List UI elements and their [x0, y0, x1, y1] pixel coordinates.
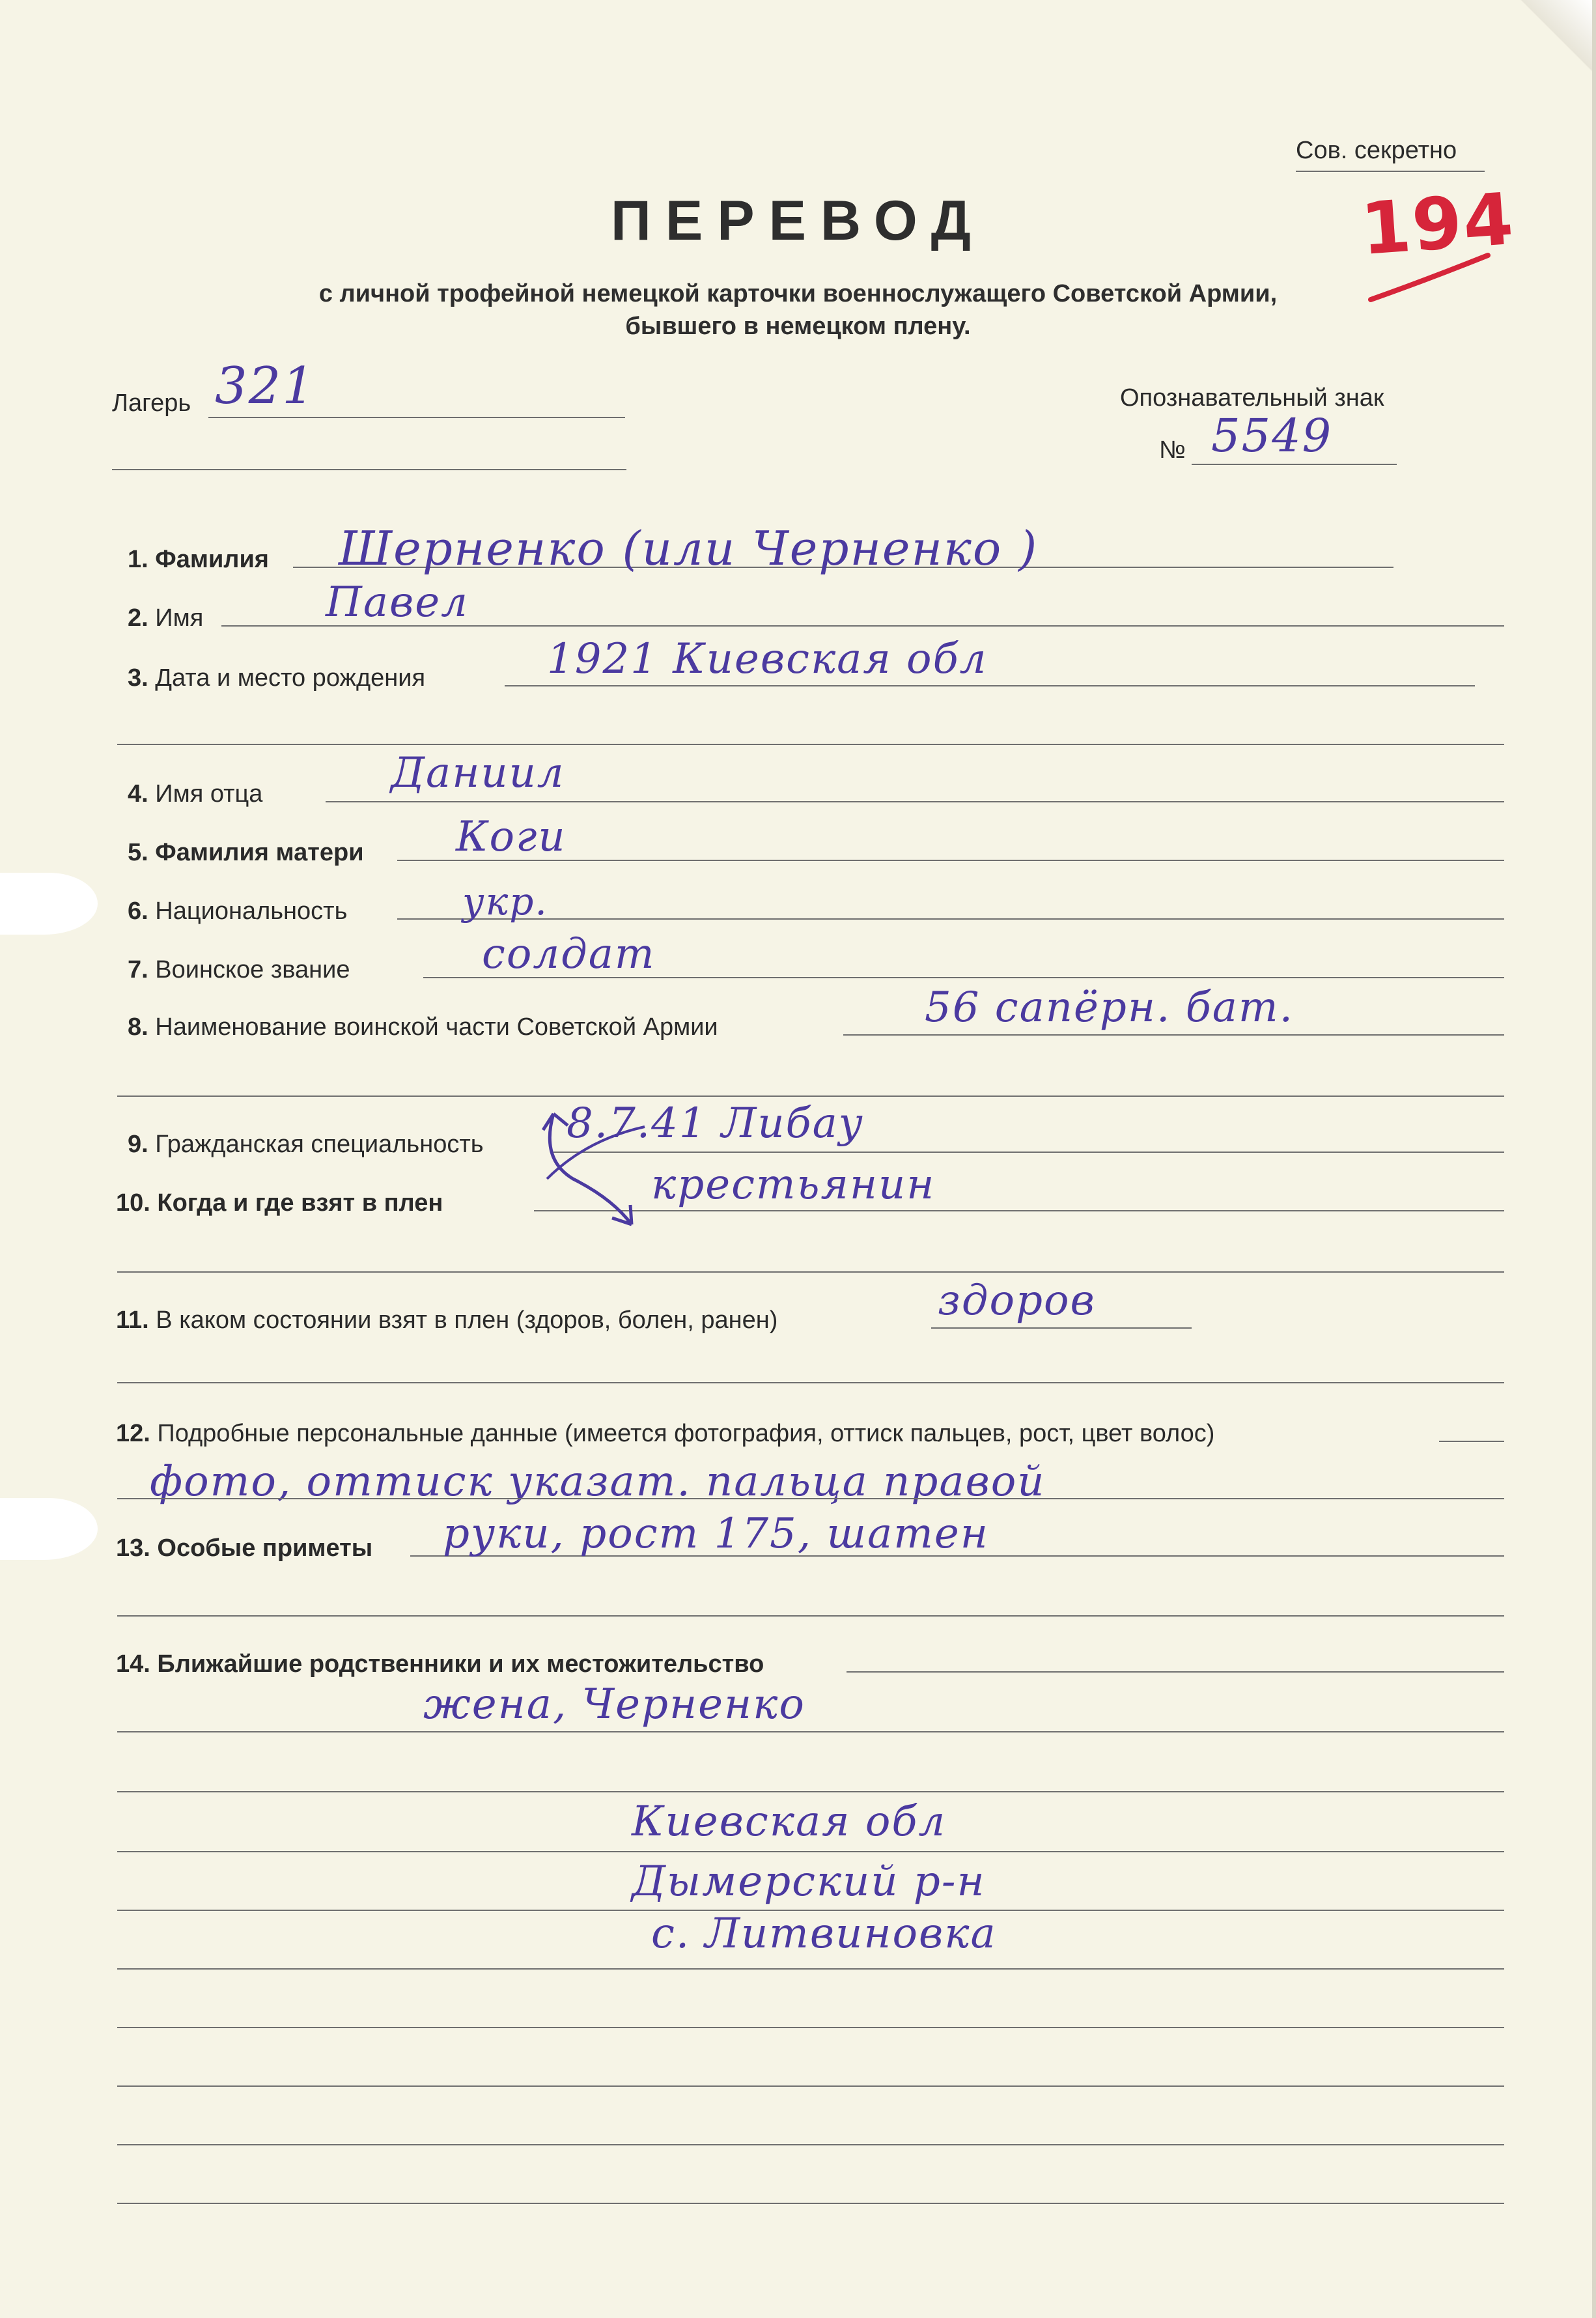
field-7-label: Воинское звание: [155, 956, 350, 983]
field-14-label: Ближайшие родственники и их местожительство: [157, 1650, 764, 1678]
field-2-label: Имя: [155, 604, 204, 632]
punch-tear-lower: [0, 1498, 98, 1560]
classification-stamp: Сов. секретно: [1296, 137, 1457, 164]
relatives-line-7: [117, 2085, 1504, 2087]
camp-label: Лагерь: [112, 389, 191, 417]
field-12-num: 12.: [116, 1420, 150, 1447]
field-12-line: [1439, 1441, 1504, 1442]
field-11-value: здоров: [938, 1277, 1096, 1325]
field-2-value: Павел: [326, 578, 469, 627]
field-3-value: 1921 Киевская обл: [547, 635, 988, 683]
relatives-line-5: [117, 1968, 1504, 1970]
field-2-num: 2.: [128, 604, 148, 632]
subtitle-line-1: с личной трофейной немецкой карточки военнослужащего Советской Армии,: [318, 280, 1278, 307]
relatives-line-1: [117, 1731, 1504, 1732]
field-8-line: [843, 1034, 1504, 1036]
field-7-value: солдат: [482, 930, 656, 978]
field-6-line: [397, 918, 1504, 920]
field-6-num: 6.: [128, 898, 148, 925]
field-1-num: 1.: [128, 546, 148, 573]
camp-line: [208, 417, 625, 418]
field-6-value: укр.: [462, 879, 548, 924]
sheet-number: 194: [1358, 177, 1517, 272]
field-1-label: Фамилия: [155, 546, 269, 573]
field-13-value: руки, рост 175, шатен: [443, 1510, 989, 1558]
relatives-line-6: [117, 2027, 1504, 2028]
id-line: [1192, 464, 1397, 465]
address-line-2: Дымерский р-н: [632, 1858, 986, 1906]
camp-line-2: [112, 469, 626, 470]
field-4-num: 4.: [128, 780, 148, 808]
field-5-value: Коги: [456, 813, 567, 861]
folded-corner: [1507, 0, 1592, 72]
field-4-label: Имя отца: [155, 780, 263, 808]
address-line-1: Киевская обл: [632, 1798, 947, 1846]
field-4-value: Даниил: [391, 749, 565, 797]
field-11-label: В каком состоянии взят в плен (здоров, болен, ранен): [156, 1307, 778, 1334]
field-9-line: [553, 1152, 1504, 1153]
field-8-num: 8.: [128, 1013, 148, 1041]
field-4-line: [326, 801, 1504, 802]
field-9-num: 9.: [128, 1131, 148, 1158]
field-8-value: 56 сапёрн. бат.: [925, 983, 1294, 1032]
relatives-line-2: [117, 1791, 1504, 1792]
field-8-label: Наименование воинской части Советской Армии: [155, 1013, 718, 1041]
id-label: Опознавательный знак: [1120, 384, 1384, 412]
classification-underline: [1296, 171, 1485, 172]
relatives-line-8: [117, 2144, 1504, 2145]
field-10-line-2: [117, 1271, 1504, 1273]
swap-arrow-mark: [534, 1101, 651, 1231]
field-14-value: жена, Черненко: [423, 1680, 805, 1729]
address-line-3: с. Литвиновка: [651, 1910, 997, 1958]
field-6-label: Национальность: [155, 898, 348, 925]
relatives-line-3: [117, 1851, 1504, 1852]
field-13-label: Особые приметы: [157, 1534, 373, 1562]
field-5-num: 5.: [128, 839, 148, 866]
field-13-line-2: [117, 1615, 1504, 1617]
field-7-num: 7.: [128, 956, 148, 983]
field-5-label: Фамилия матери: [155, 839, 364, 866]
field-13-num: 13.: [116, 1534, 150, 1562]
field-3-num: 3.: [128, 664, 148, 692]
field-3-line-2: [117, 744, 1504, 745]
field-9-label: Гражданская специальность: [155, 1131, 484, 1158]
document-title: ПЕРЕВОД: [611, 190, 985, 252]
field-10-label: Когда и где взят в плен: [157, 1189, 443, 1217]
id-value: 5549: [1211, 409, 1333, 462]
field-9-value: 8.7.41 Либау: [567, 1099, 864, 1148]
field-14-num: 14.: [116, 1650, 150, 1678]
field-11-line-2: [117, 1382, 1504, 1383]
subtitle-line-2: бывшего в немецком плену.: [625, 313, 971, 340]
field-10-num: 10.: [116, 1189, 150, 1217]
field-12-value: фото, оттиск указат. пальца правой: [150, 1458, 1046, 1506]
field-3-label: Дата и место рождения: [155, 664, 426, 692]
field-14-line: [847, 1671, 1504, 1673]
field-12-line-2: [117, 1498, 1504, 1499]
id-no-label: №: [1159, 436, 1186, 464]
field-10-value: крестьянин: [651, 1161, 936, 1209]
field-12-label: Подробные персональные данные (имеется фотография, оттиск пальцев, рост, цвет волос): [157, 1420, 1215, 1447]
camp-value: 321: [215, 357, 316, 416]
field-11-num: 11.: [116, 1307, 149, 1334]
punch-tear-upper: [0, 873, 98, 935]
field-3-line: [505, 685, 1475, 686]
field-8-line-2: [117, 1095, 1504, 1097]
field-11-line: [931, 1327, 1192, 1329]
field-10-line: [534, 1210, 1504, 1211]
field-1-value: Шерненко (или Черненко ): [339, 521, 1039, 576]
relatives-line-9: [117, 2203, 1504, 2204]
